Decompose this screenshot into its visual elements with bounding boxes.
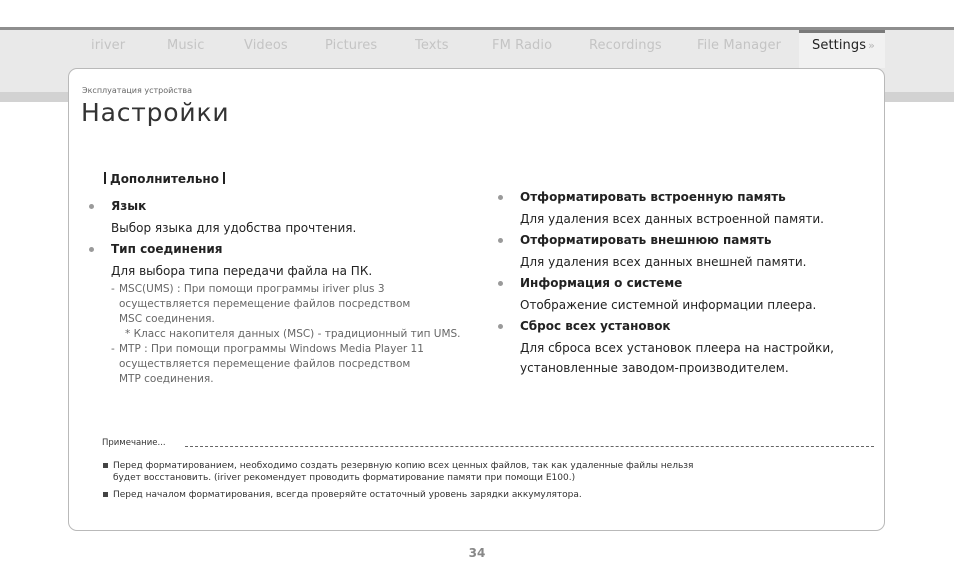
- nav-item-videos[interactable]: Videos: [244, 38, 288, 53]
- dash-marker: -: [111, 283, 115, 295]
- square-bullet-icon: [103, 492, 108, 497]
- section-title-text: Дополнительно: [110, 172, 219, 186]
- dash-marker: -: [111, 343, 115, 355]
- setting-description-system-info: Отображение системной информации плеера.: [520, 298, 817, 312]
- section-bar-right: [223, 172, 225, 184]
- square-bullet-icon: [103, 463, 108, 468]
- heading-text: Отформатировать внешнюю память: [520, 233, 772, 247]
- bullet-icon: [498, 195, 503, 200]
- setting-heading-format-internal: [497, 187, 842, 208]
- setting-description-connection-type: Для выбора типа передачи файла на ПК.: [111, 264, 373, 278]
- nav-item-settings-label: Settings: [812, 38, 867, 53]
- bullet-icon: [498, 238, 503, 243]
- option-mtp-line-1: [88, 342, 483, 357]
- nav-item-texts[interactable]: Texts: [415, 38, 449, 53]
- nav-item-fm-radio[interactable]: FM Radio: [492, 38, 553, 53]
- nav-item-music[interactable]: Music: [167, 38, 205, 53]
- top-navigation: [0, 38, 954, 58]
- option-msc-line-1: [88, 282, 483, 297]
- setting-heading-language: [88, 196, 483, 217]
- option-text: MSC(UMS) : При помощи программы iriver plus 3: [119, 283, 385, 295]
- heading-text: Сброс всех установок: [520, 319, 671, 333]
- bullet-icon: [498, 281, 503, 286]
- nav-item-iriver[interactable]: iriver: [91, 38, 126, 53]
- setting-heading-connection-type: [88, 239, 483, 260]
- page-number: 34: [468, 546, 486, 560]
- nav-item-settings[interactable]: [812, 38, 875, 53]
- setting-description-language: Выбор языка для удобства прочтения.: [111, 221, 357, 235]
- bullet-icon: [89, 247, 94, 252]
- note-list: [102, 460, 862, 506]
- heading-text: Отформатировать встроенную память: [520, 190, 786, 204]
- left-column: [88, 196, 483, 387]
- option-mtp-line-2: осуществляется перемещение файлов посредством: [119, 358, 411, 370]
- section-bar-left: [104, 172, 106, 184]
- note-item: [102, 489, 862, 501]
- setting-description-reset-line-2: установленные заводом-производителем.: [520, 361, 789, 375]
- nav-item-file-manager[interactable]: File Manager: [697, 38, 782, 53]
- note-text: Перед форматированием, необходимо создать резервную копию всех ценных файлов, так как удаленные файлы нельзя: [113, 461, 694, 471]
- option-msc-note: * Класс накопителя данных (MSC) - традиционный тип UMS.: [125, 328, 461, 340]
- note-divider: [185, 446, 874, 447]
- heading-text: Информация о системе: [520, 276, 683, 290]
- note-text: Перед началом форматирования, всегда проверяйте остаточный уровень зарядки аккумулятора.: [113, 490, 582, 500]
- nav-item-recordings[interactable]: Recordings: [589, 38, 662, 53]
- setting-heading-system-info: [497, 273, 842, 294]
- right-column: [497, 187, 842, 378]
- breadcrumb: Эксплуатация устройства: [82, 86, 192, 95]
- bullet-icon: [498, 324, 503, 329]
- setting-heading-format-external: [497, 230, 842, 251]
- option-msc-line-2: осуществляется перемещение файлов посредством: [119, 298, 411, 310]
- note-label: Примечание...: [102, 438, 166, 448]
- heading-text: Язык: [111, 199, 147, 213]
- option-msc-line-3: MSC соединения.: [119, 313, 215, 325]
- setting-description-format-external: Для удаления всех данных внешней памяти.: [520, 255, 807, 269]
- section-title: [100, 172, 229, 186]
- connection-options: [88, 282, 483, 387]
- option-mtp-line-3: MTP соединения.: [119, 373, 214, 385]
- bullet-icon: [89, 204, 94, 209]
- heading-text: Тип соединения: [111, 242, 223, 256]
- setting-description-format-internal: Для удаления всех данных встроенной памяти.: [520, 212, 824, 226]
- note-item: [102, 460, 862, 484]
- double-chevron-right-icon: »: [868, 39, 875, 52]
- option-text: MTP : При помощи программы Windows Media Player 11: [119, 343, 424, 355]
- nav-item-pictures[interactable]: Pictures: [325, 38, 378, 53]
- note-text: будет восстановить. (iriver рекомендует проводить форматирование памяти при помощи E100.): [113, 473, 576, 483]
- setting-heading-reset: [497, 316, 842, 337]
- setting-description-reset-line-1: Для сброса всех установок плеера на настройки,: [520, 341, 834, 355]
- page-title: Настройки: [81, 98, 230, 127]
